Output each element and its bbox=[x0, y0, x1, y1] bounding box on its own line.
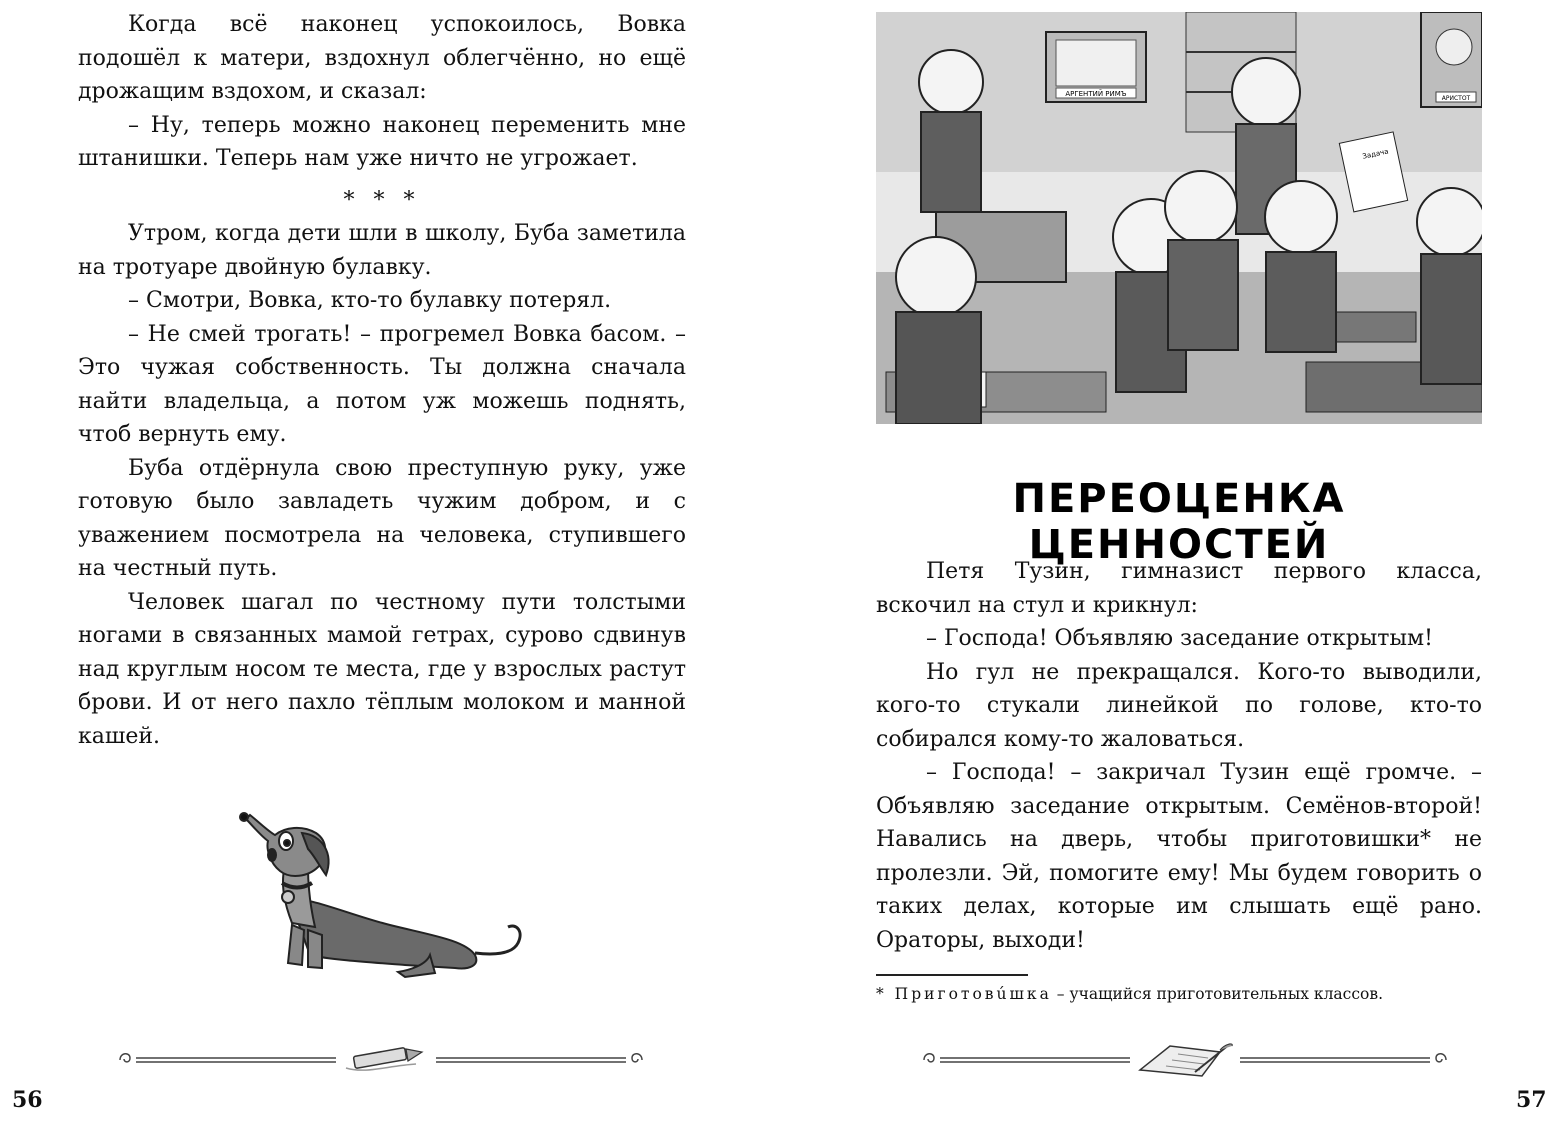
paragraph: Петя Тузин, гимназист первого класса, вскочил на стул и крикнул: bbox=[876, 559, 1482, 618]
paragraph: Утром, когда дети шли в школу, Буба заметила на тротуаре двойную булавку. bbox=[78, 221, 686, 280]
chapter-title: ПЕРЕОЦЕНКА ЦЕННОСТЕЙ bbox=[1012, 476, 1346, 568]
pencil-icon bbox=[346, 1048, 422, 1071]
paragraph: – Ну, теперь можно наконец переменить мне штанишки. Теперь нам уже ничто не угрожает. bbox=[78, 112, 686, 171]
poster-caption: АРГЕНТИЙ РИМЪ bbox=[1065, 90, 1127, 98]
section-separator: * * * bbox=[343, 187, 421, 213]
left-page-text bbox=[78, 8, 686, 753]
sheet-caption: Задача bbox=[1361, 147, 1390, 161]
classroom-illustration bbox=[876, 12, 1482, 424]
footnote bbox=[876, 985, 1383, 1003]
paragraph: – Господа! Объявляю заседание открытым! bbox=[926, 626, 1433, 651]
page-ornament bbox=[920, 1040, 1450, 1080]
quill-paper-icon bbox=[1140, 1044, 1232, 1076]
footnote-definition: – учащийся приготовительных классов. bbox=[1051, 985, 1384, 1003]
bust-caption: АРИСТОТ bbox=[1441, 95, 1471, 102]
footnote-term: * Приготовúшка bbox=[876, 985, 1052, 1003]
paragraph: Человек шагал по честному пути толстыми ногами в связанных мамой гетрах, сурово сдвинув над круглым носом те места, где у взрослых растут брови. И от него пахло тёплым молоком и манной кашей. bbox=[78, 589, 686, 749]
paragraph: Но гул не прекращался. Кого-то выводили, кого-то стукали линейкой по голове, кто-то собирался кому-то жаловаться. bbox=[876, 659, 1482, 752]
wall-poster bbox=[1046, 32, 1146, 102]
paragraph: – Не смей трогать! – прогремел Вовка басом. – Это чужая собственность. Ты должна сначала найти владельца, а потом уж можешь поднять, чтоб вернуть ему. bbox=[78, 321, 686, 447]
page-number: 56 bbox=[12, 1087, 43, 1113]
paragraph: – Смотри, Вовка, кто-то булавку потерял. bbox=[128, 288, 612, 313]
paragraph: Буба отдёрнула свою преступную руку, уже готовую было завладеть чужим добром, и с уважением посмотрела на человека, ступившего на честный путь. bbox=[78, 455, 686, 581]
right-page-text bbox=[876, 555, 1482, 957]
paragraph: – Господа! – закричал Тузин ещё громче. – Объявляю заседание открытым. Семёнов-второй! Навались на дверь, чтобы приготовишки* не пролезли. Эй, помогите ему! Мы будем говорить о таких делах, которые им слышать ещё рано. Ораторы, выходи! bbox=[876, 760, 1482, 953]
dachshund-illustration bbox=[230, 805, 530, 985]
page-ornament bbox=[116, 1040, 646, 1080]
paragraph: Когда всё наконец успокоилось, Вовка подошёл к матери, вздохнул облегчённо, но ещё дрожащим вздохом, и сказал: bbox=[78, 12, 686, 104]
footnote-divider bbox=[876, 974, 1028, 976]
page-number: 57 bbox=[1516, 1087, 1547, 1113]
